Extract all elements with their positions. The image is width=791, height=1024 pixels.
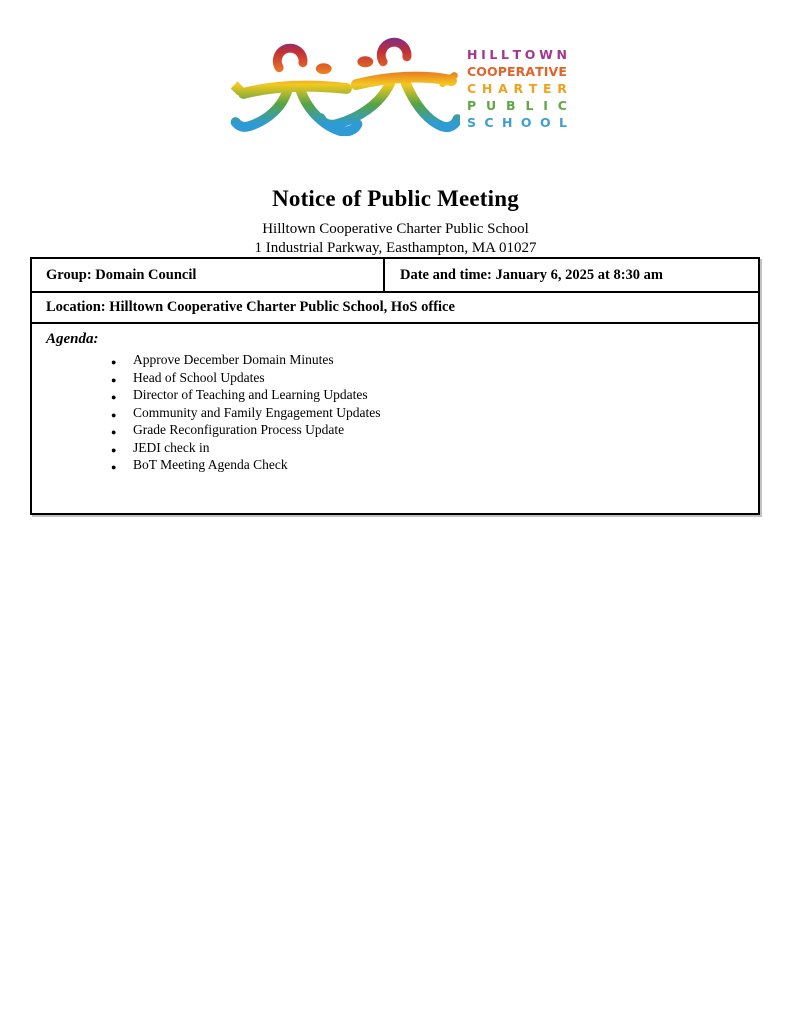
agenda-item: ● Director of Teaching and Learning Updates [111,386,744,404]
page-title: Notice of Public Meeting [272,186,519,211]
meeting-table [30,257,760,515]
agenda-item: ● Approve December Domain Minutes [111,351,744,369]
agenda-item: ● JEDI check in [111,439,744,457]
logo-wordmark [467,46,567,131]
logo-word: C O O P E R A T I V E [467,64,567,79]
group-cell: Group: Domain Council [32,259,385,291]
location-cell: Location: Hilltown Cooperative Charter Public School, HoS office [32,293,758,324]
agenda-cell [32,324,758,513]
school-name-line: Hilltown Cooperative Charter Public School [262,221,529,237]
table-row [32,259,758,293]
logo-word: P U B L I C [467,98,567,113]
dancing-figures-icon [229,37,460,136]
agenda-item: ● Head of School Updates [111,369,744,387]
school-address-line: 1 Industrial Parkway, Easthampton, MA 01027 [254,240,537,256]
agenda-list [111,351,744,474]
agenda-item: ● BoT Meeting Agenda Check [111,456,744,474]
logo-word: S C H O O L [467,115,567,130]
logo-word: H I L L T O W N [467,47,567,62]
agenda-item: ● Grade Reconfiguration Process Update [111,421,744,439]
agenda-label: Agenda: [46,331,99,347]
logo-word: C H A R T E R [467,81,567,96]
datetime-cell: Date and time: January 6, 2025 at 8:30 am [400,266,663,283]
agenda-item: ● Community and Family Engagement Updates [111,404,744,422]
